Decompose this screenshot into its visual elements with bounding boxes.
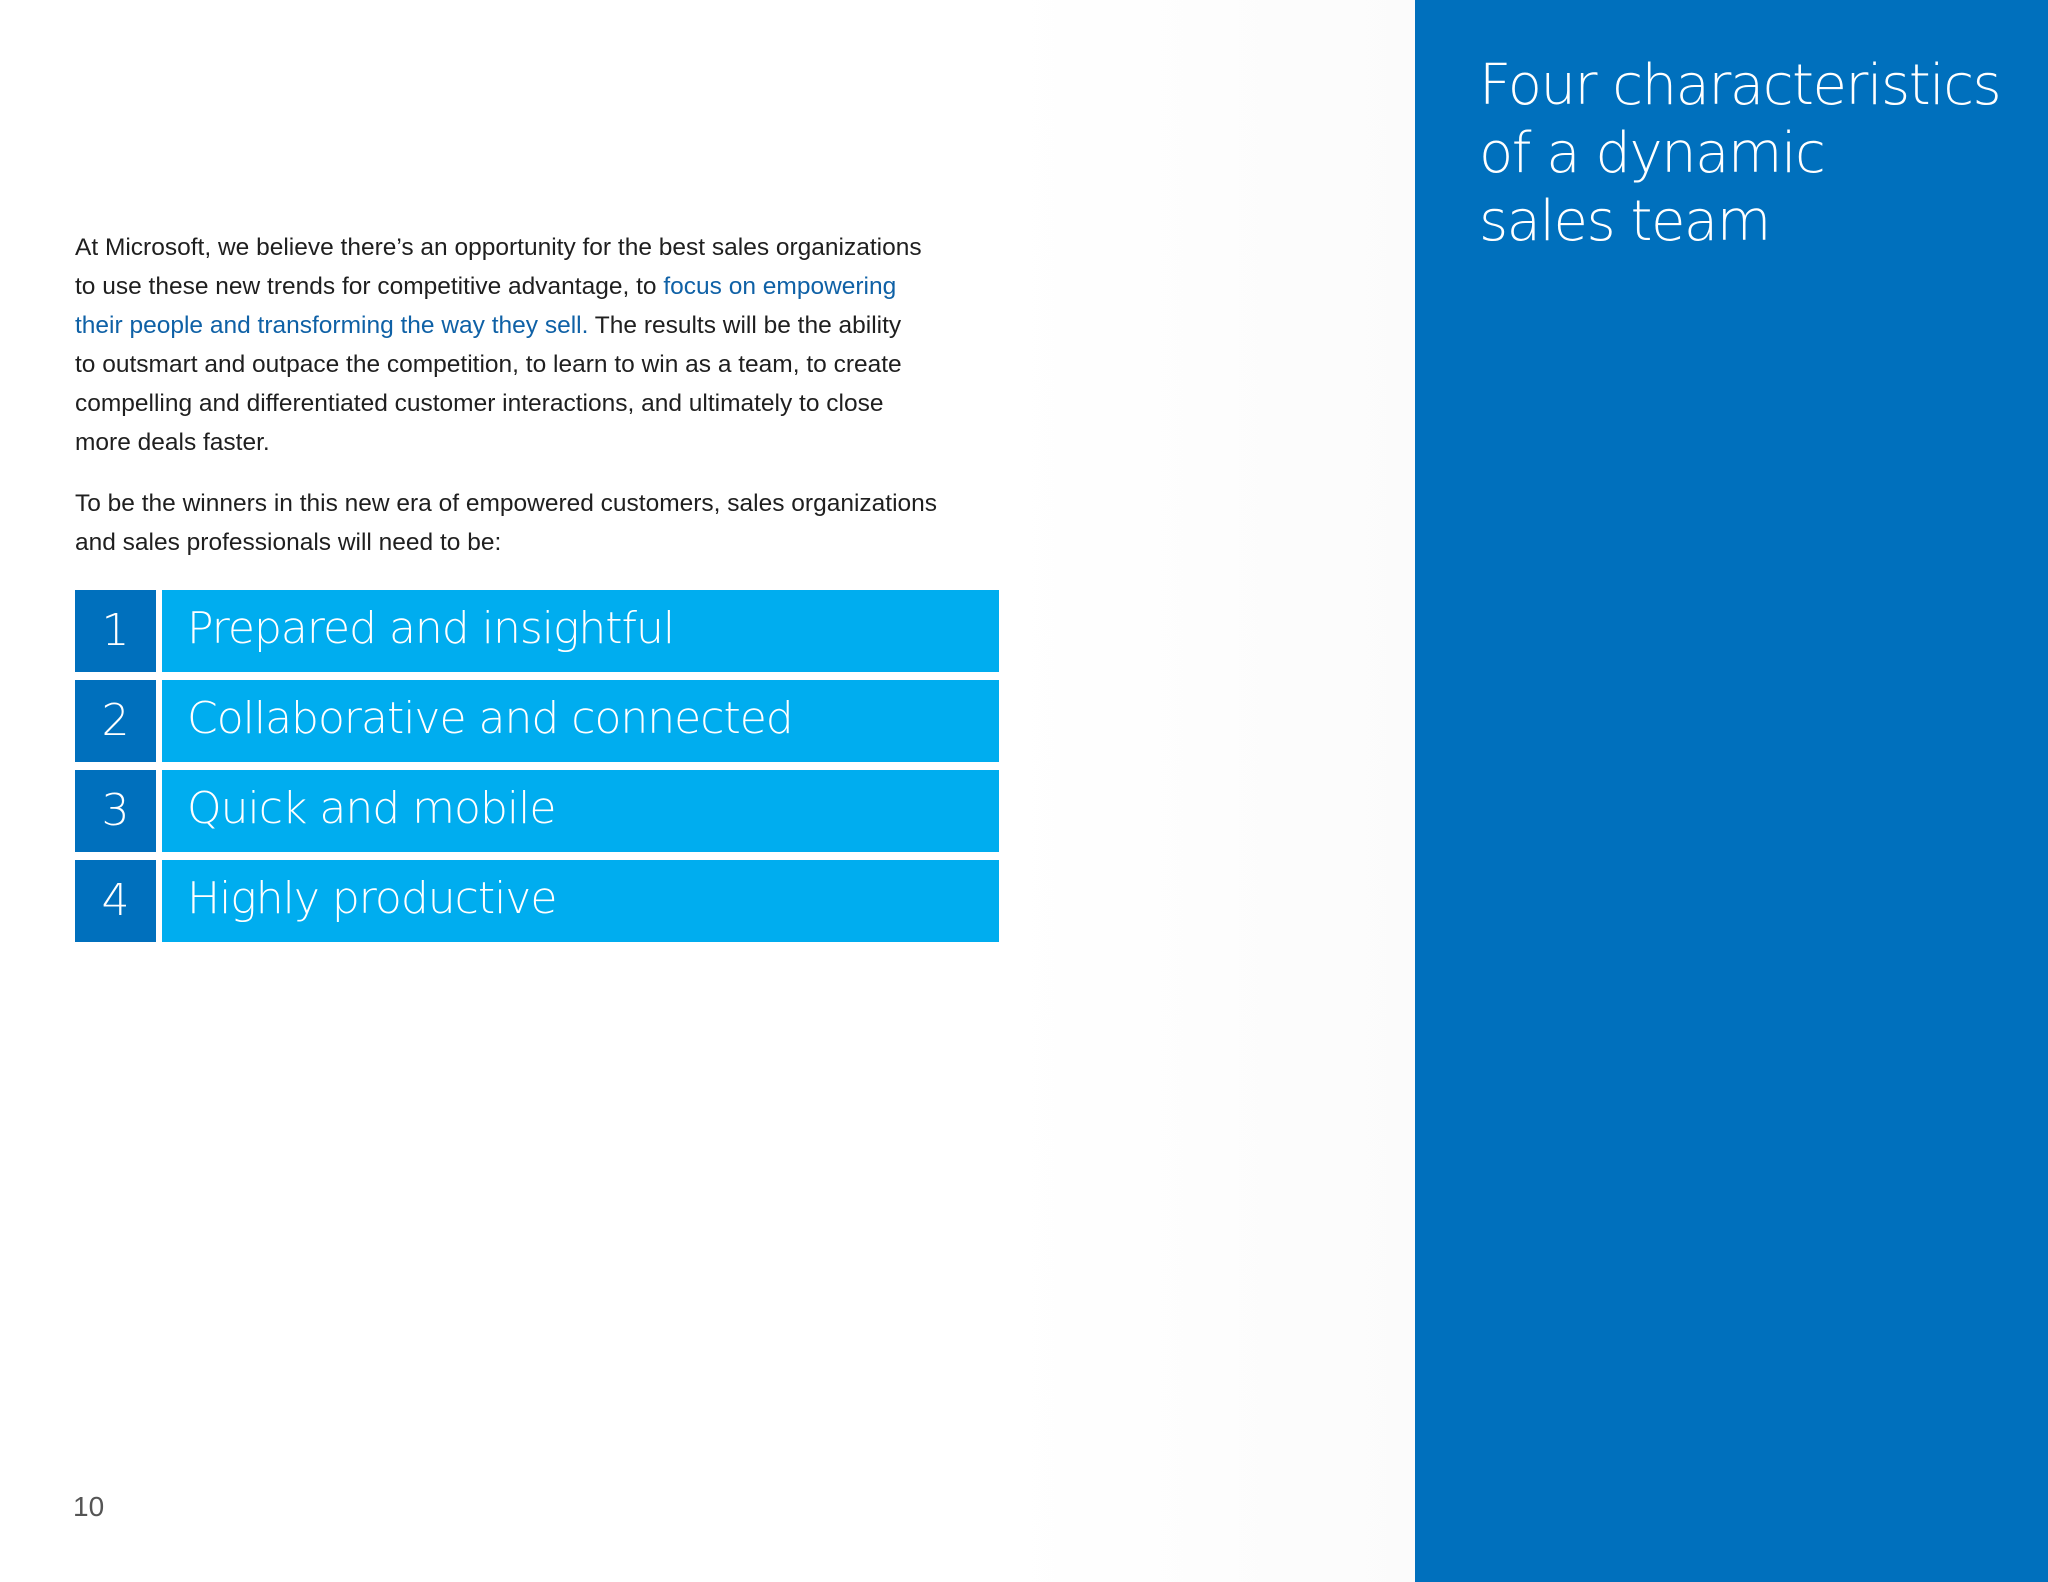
paragraph-text: to use these new trends for competitive advantage, to — [75, 273, 664, 300]
title-line-2: of a dynamic — [1479, 121, 1825, 186]
item-number: 3 — [75, 770, 156, 852]
paragraph-line: to outsmart and outpace the competition, to learn to win as a team, to create — [75, 351, 902, 378]
page-fold-shade — [1005, 0, 1415, 1582]
item-label: Collaborative and connected — [162, 680, 999, 762]
title-line-3: sales team — [1479, 189, 1770, 254]
item-label: Quick and mobile — [162, 770, 999, 852]
list-item — [75, 860, 999, 942]
title-line-1: Four characteristics — [1479, 53, 2001, 118]
item-number: 2 — [75, 680, 156, 762]
paragraph-text: The results will be the ability — [588, 312, 902, 339]
list-item — [75, 770, 999, 852]
page-title — [1479, 52, 2019, 256]
paragraph-line: more deals faster. — [75, 429, 270, 456]
item-label: Highly productive — [162, 860, 999, 942]
item-number: 1 — [75, 590, 156, 672]
highlight-link-text: their people and transforming the way they sell. — [75, 312, 589, 339]
page-number: 10 — [73, 1491, 105, 1522]
paragraph-line — [75, 306, 995, 345]
paragraph-line: and sales professionals will need to be: — [75, 529, 502, 556]
list-item — [75, 680, 999, 762]
paragraph-line — [75, 267, 995, 306]
list-item — [75, 590, 999, 672]
item-label: Prepared and insightful — [162, 590, 999, 672]
paragraph-line: At Microsoft, we believe there’s an opportunity for the best sales organizations — [75, 234, 922, 261]
characteristics-list — [75, 590, 999, 950]
highlight-link-text: focus on empowering — [663, 273, 897, 300]
lead-in-paragraph — [75, 484, 995, 562]
intro-paragraph — [75, 228, 995, 462]
item-number: 4 — [75, 860, 156, 942]
paragraph-line: compelling and differentiated customer interactions, and ultimately to close — [75, 390, 884, 417]
paragraph-line: To be the winners in this new era of empowered customers, sales organizations — [75, 490, 938, 517]
